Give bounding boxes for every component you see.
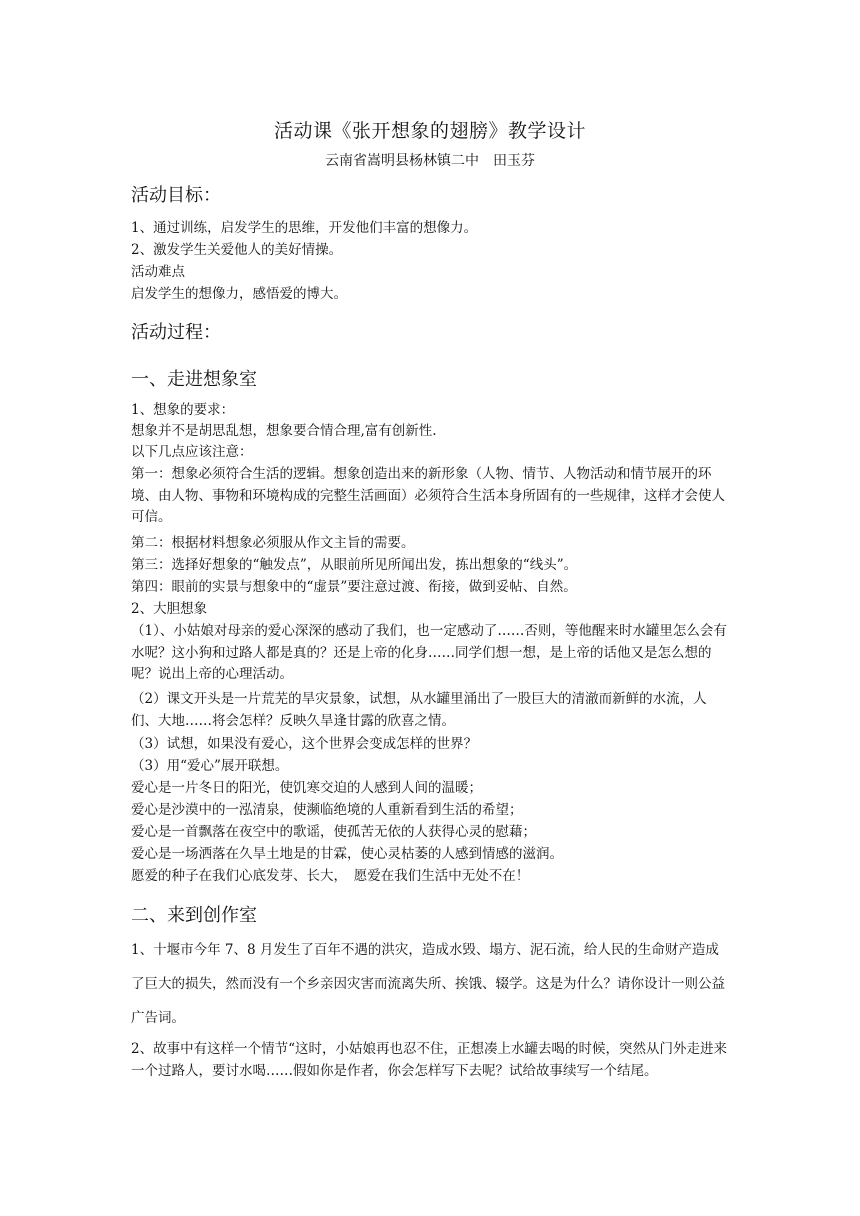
s2-paragraph-2: 2、故事中有这样一个情节“这时，小姑娘再也忍不住，正想凑上水罐去喝的时候，突然从门外走进来一个过路人，要讨水喝……假如你是作者，你会怎样写下去呢？试给故事续写一个结尾。 <box>131 1041 727 1079</box>
s1-line-2: 想象并不是胡思乱想，想象要合情合理,富有创新性. <box>131 423 437 439</box>
s1-line-8: 2、大胆想象 <box>131 601 208 617</box>
document-title: 活动课《张开想象的翅膀》教学设计 <box>273 120 586 142</box>
s1-line-3: 以下几点应该注意： <box>131 444 253 460</box>
s1-line-1: 1、想象的要求： <box>131 402 235 418</box>
process-heading: 活动过程： <box>131 322 221 343</box>
section1-heading: 一、走进想象室 <box>131 369 257 390</box>
goal-1: 1、通过训练，启发学生的思维，开发他们丰富的想像力。 <box>131 220 478 236</box>
s1-line-15: 爱心是一首飘落在夜空中的歌谣，使孤苦无依的人获得心灵的慰藉； <box>131 824 536 840</box>
s1-line-5: 第二：根据材料想象必须服从作文主旨的需要。 <box>131 535 415 551</box>
s1-line-11: （3）试想，如果没有爱心，这个世界会变成怎样的世界？ <box>131 736 478 752</box>
s1-line-4: 第一：想象必须符合生活的逻辑。想象创造出来的新形象（人物、情节、人物活动和情节展开的环境、由人物、事物和环境构成的完整生活画面）必须符合生活本身所固有的一些规律，这样才会使人可信。 <box>131 466 725 525</box>
s1-line-6: 第三：选择好想象的“触发点”，从眼前所见所闻出发，拣出想象的“线头”。 <box>131 557 578 573</box>
difficulty-text: 启发学生的想像力，感悟爱的博大。 <box>131 286 347 302</box>
section2-heading: 二、来到创作室 <box>131 905 257 926</box>
difficulty-label: 活动难点 <box>131 264 185 280</box>
s1-line-16: 爱心是一场洒落在久旱土地是的甘霖，使心灵枯萎的人感到情感的滋润。 <box>131 846 563 862</box>
s2-paragraph-1: 1、十堰市今年 7、8 月发生了百年不遇的洪灾，造成水毁、塌方、泥石流，给人民的生命财产造成了巨大的损失，然而没有一个乡亲因灾害而流离失所、挨饿、辍学。这是为什么？请你设计一则公益广告词。 <box>131 942 725 1026</box>
s1-line-13: 爱心是一片冬日的阳光，使饥寒交迫的人感到人间的温暖； <box>131 780 482 796</box>
document-author: 云南省嵩明县杨林镇二中 田玉芬 <box>325 153 535 169</box>
s1-line-14: 爱心是沙漠中的一泓清泉，使濒临绝境的人重新看到生活的希望； <box>131 802 523 818</box>
goals-heading: 活动目标： <box>131 185 221 206</box>
s1-line-7: 第四：眼前的实景与想象中的“虚景”要注意过渡、衔接，做到妥帖、自然。 <box>131 579 577 595</box>
goal-2: 2、激发学生关爱他人的美好情操。 <box>131 242 343 258</box>
s1-line-9: （1）、小姑娘对母亲的爱心深深的感动了我们，也一定感动了……否则，等他醒来时水罐里怎么会有水呢？这小狗和过路人都是真的？还是上帝的化身……同学们想一想，是上帝的话他又是怎么想的呢？说出上帝的心理活动。 <box>131 623 727 682</box>
s1-line-10: （2）课文开头是一片荒芜的旱灾景象，试想，从水罐里涌出了一股巨大的清澈而新鲜的水流，人们、大地……将会怎样？反映久旱逢甘露的欣喜之情。 <box>131 691 707 729</box>
s1-line-12: （3）用“爱心”展开联想。 <box>131 758 289 774</box>
s1-line-17: 愿爱的种子在我们心底发芽、长大， 愿爱在我们生活中无处不在！ <box>131 868 530 884</box>
